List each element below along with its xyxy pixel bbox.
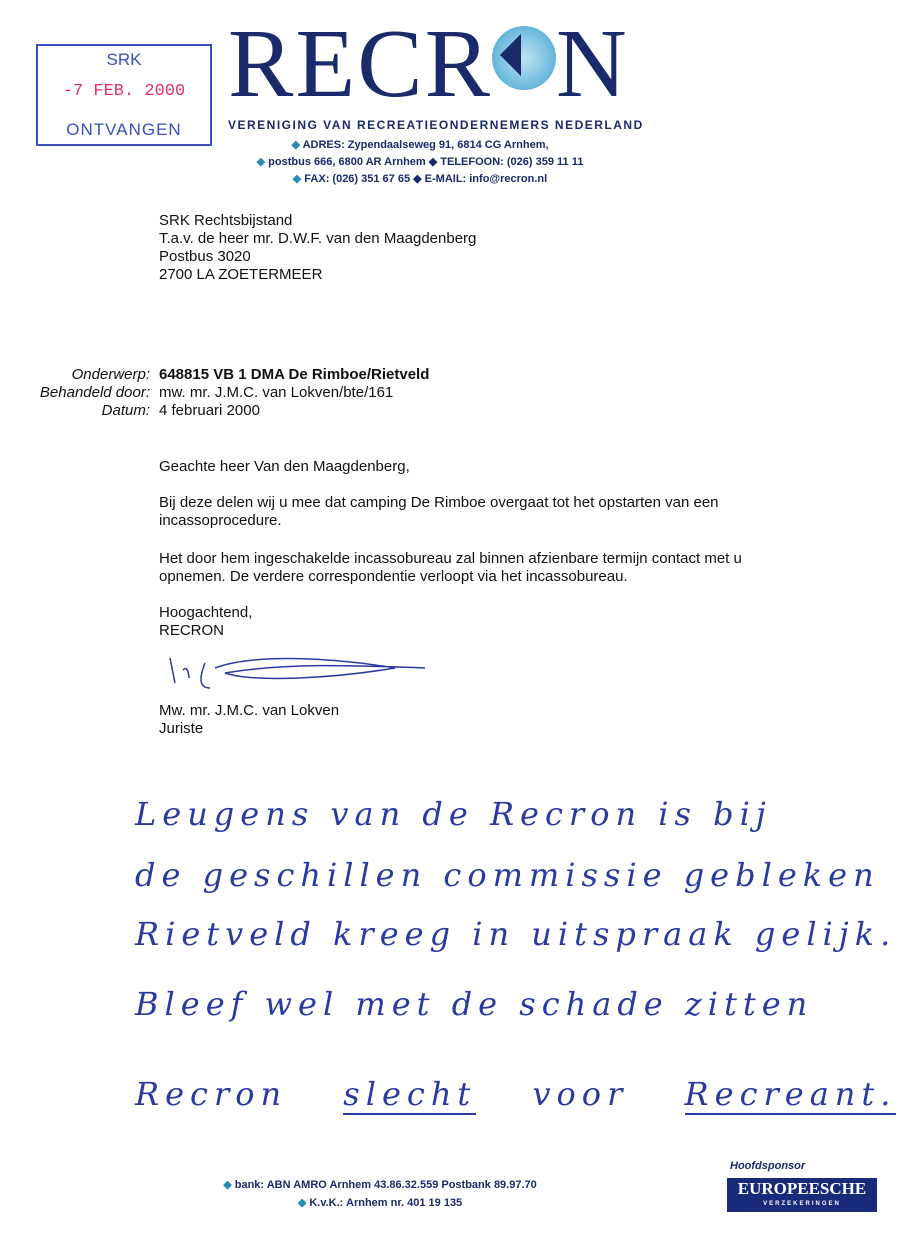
stamp-date: -7 FEB. 2000 <box>62 82 186 101</box>
hand-word-underlined: slecht <box>343 1075 477 1113</box>
bank-details: ◆ bank: ABN AMRO Arnhem 43.86.32.559 Postbank 89.97.70 <box>223 1179 537 1191</box>
address-line-1: ◆ ADRES: Zypendaalseweg 91, 6814 CG Arnhem, <box>291 139 549 151</box>
received-stamp <box>36 44 212 146</box>
paragraph-2: Het door hem ingeschakelde incassobureau zal binnen afzienbare termijn contact met u opnemen. De verdere correspondentie verloopt via het incassobureau. <box>159 550 742 585</box>
salutation: Geachte heer Van den Maagdenberg, <box>159 458 410 475</box>
handwritten-note-line: Bleef wel met de schade zitten <box>135 985 814 1023</box>
kvk-details: ◆ K.v.K.: Arnhem nr. 401 19 135 <box>297 1197 463 1209</box>
hand-word: Recron <box>135 1075 288 1113</box>
closing: Hoogachtend, <box>159 604 253 621</box>
sponsor-label: Hoofdsponsor <box>730 1160 806 1172</box>
paragraph-1: Bij deze delen wij u mee dat camping De Rimboe overgaat tot het opstarten van een incassoprocedure. <box>159 494 719 529</box>
handled-by: mw. mr. J.M.C. van Lokven/bte/161 <box>159 384 394 401</box>
globe-icon <box>492 26 556 90</box>
handwritten-note-line <box>135 1075 896 1113</box>
signer <box>159 702 339 738</box>
signature <box>165 648 565 693</box>
sponsor-logo: EUROPEESCHE VERZEKERINGEN <box>727 1178 877 1212</box>
handwritten-note-line: de geschillen commissie gebleken <box>135 856 880 894</box>
signer-name: Mw. mr. J.M.C. van Lokven <box>159 702 340 719</box>
handwritten-note-line: Rietveld kreeg in uitspraak gelijk. <box>135 915 897 953</box>
tagline: VERENIGING VAN RECREATIEONDERNEMERS NEDERLAND <box>228 118 644 132</box>
handwritten-note-line: Leugens van de Recron is bij <box>135 795 772 833</box>
date: 4 februari 2000 <box>159 402 260 419</box>
subject-label: Onderwerp: <box>71 366 150 383</box>
recipient-address <box>159 212 476 284</box>
recron-logo: RECR N <box>228 10 629 118</box>
letter-body <box>159 458 789 640</box>
recipient-line: SRK Rechtsbijstand <box>159 212 293 229</box>
recipient-line: 2700 LA ZOETERMEER <box>159 266 323 283</box>
signer-role: Juriste <box>159 720 204 737</box>
closing-org: RECRON <box>159 622 225 639</box>
handled-label: Behandeld door: <box>39 384 150 401</box>
address-line-3: ◆ FAX: (026) 351 67 65 ◆ E-MAIL: info@recron.nl <box>292 173 548 185</box>
date-label: Datum: <box>101 402 150 419</box>
stamp-org: SRK <box>106 50 142 69</box>
recipient-line: Postbus 3020 <box>159 248 251 265</box>
hand-word-underlined: Recreant. <box>684 1075 897 1113</box>
stamp-status: ONTVANGEN <box>66 120 182 139</box>
hand-word: voor <box>532 1075 629 1113</box>
subject: 648815 VB 1 DMA De Rimboe/Rietveld <box>159 366 430 383</box>
recipient-line: T.a.v. de heer mr. D.W.F. van den Maagdenberg <box>159 230 477 247</box>
address-line-2: ◆ postbus 666, 6800 AR Arnhem ◆ TELEFOON: (026) 359 11 11 <box>256 156 584 168</box>
